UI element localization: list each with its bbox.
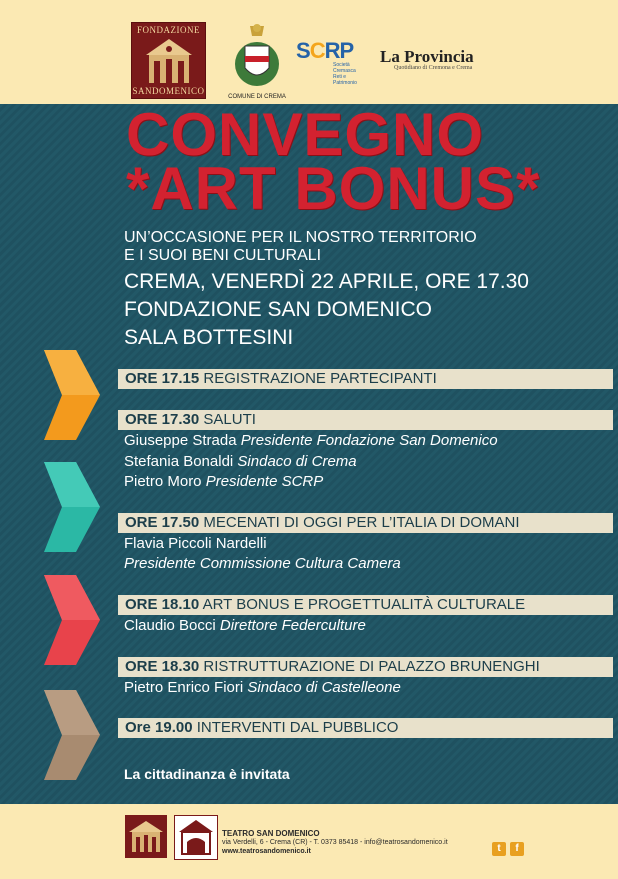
speaker-name: Giuseppe Strada: [124, 432, 237, 449]
speaker-line: [124, 452, 357, 472]
speaker-role: Presidente SCRP: [205, 473, 324, 490]
session-6-time: Ore 19.00: [125, 719, 193, 736]
speaker-line: [124, 616, 366, 636]
scrp-text: SCRP: [296, 38, 354, 63]
speaker-name: Pietro Moro: [124, 473, 202, 490]
speaker-role: [124, 554, 401, 574]
speaker-name: Stefania Bonaldi: [124, 453, 234, 470]
session-3-time: ORE 17.50: [125, 514, 200, 531]
speaker-role: Presidente Fondazione San Domenico: [240, 432, 498, 449]
when-line-3: SALA BOTTESINI: [124, 326, 294, 349]
session-5-time: ORE 18.30: [125, 658, 200, 675]
speaker-role-text: Presidente Commissione Cultura Camera: [124, 555, 401, 572]
arrow-teal-icon: [42, 462, 100, 552]
facebook-icon[interactable]: f: [510, 842, 524, 856]
speaker-name: Claudio Bocci: [124, 617, 216, 634]
session-1-label: REGISTRAZIONE PARTECIPANTI: [203, 370, 437, 387]
subtitle-line-2: E I SUOI BENI CULTURALI: [124, 247, 322, 264]
church-icon: [125, 815, 167, 858]
speaker-role: Direttore Federculture: [219, 617, 366, 634]
footer-name: TEATRO SAN DOMENICO: [222, 829, 320, 838]
when-line-2: FONDAZIONE SAN DOMENICO: [124, 298, 433, 321]
fondazione-logo: [131, 22, 206, 99]
la-provincia-sub: Quotidiano di Cremona e Crema: [394, 65, 473, 71]
comune-crema-logo: [228, 22, 286, 100]
page-title: [126, 101, 541, 222]
scrp-wordmark: [296, 38, 364, 64]
session-4-label: ART BONUS E PROGETTUALITÀ CULTURALE: [202, 596, 526, 613]
session-3: [125, 513, 520, 533]
footer-fondazione-logo: [125, 815, 167, 858]
session-4-time: ORE 18.10: [125, 596, 200, 613]
speaker-line: [124, 431, 498, 451]
session-2-time: ORE 17.30: [125, 411, 200, 428]
coat-of-arms-icon: [228, 22, 286, 90]
speaker-name: Flavia Piccoli Nardelli: [124, 535, 267, 552]
comune-label: COMUNE DI CREMA: [228, 94, 286, 100]
session-3-label: MECENATI DI OGGI PER L’ITALIA DI DOMANI: [203, 514, 520, 531]
la-provincia-name: La Provincia: [380, 47, 474, 66]
subtitle-line-1: UN’OCCASIONE PER IL NOSTRO TERRITORIO: [124, 229, 477, 246]
event-when: [124, 268, 529, 352]
twitter-icon[interactable]: t: [492, 842, 506, 856]
session-5: [125, 657, 540, 677]
speaker-role: Sindaco di Castelleone: [247, 679, 401, 696]
session-1: [125, 369, 437, 389]
title-line-2: *ART BONUS*: [126, 155, 541, 222]
scrp-logo: [296, 38, 364, 86]
session-5-label: RISTRUTTURAZIONE DI PALAZZO BRUNENGHI: [203, 658, 540, 675]
scrp-subtext: Società Cremasca Reti e Patrimonio: [333, 62, 357, 86]
subtitle: [124, 229, 477, 265]
session-6-label: INTERVENTI DAL PUBBLICO: [196, 719, 399, 736]
footer-text: [222, 829, 448, 856]
arrow-brown-icon: [42, 690, 100, 780]
speaker-line: [124, 472, 323, 492]
title-line-1: CONVEGNO: [126, 101, 485, 168]
invite-text: La cittadinanza è invitata: [124, 766, 290, 782]
session-2: [125, 410, 256, 430]
speaker-name: Pietro Enrico Fiori: [124, 679, 244, 696]
session-2-label: SALUTI: [203, 411, 256, 428]
speaker-role: Sindaco di Crema: [237, 453, 357, 470]
footer-address: via Verdelli, 6 - Crema (CR) - T. 0373 85418 - info@teatrosandomenico.it: [222, 839, 448, 846]
arrow-orange-icon: [42, 350, 100, 440]
when-line-1: CREMA, VENERDÌ 22 APRILE, ORE 17.30: [124, 270, 529, 293]
session-1-time: ORE 17.15: [125, 370, 200, 387]
church-icon: [144, 37, 194, 85]
session-4: [125, 595, 525, 615]
fondazione-logo-top: FONDAZIONE: [137, 25, 200, 35]
la-provincia-logo: [380, 47, 474, 71]
theatre-icon: [175, 816, 217, 859]
session-6: [125, 718, 398, 738]
arrow-red-icon: [42, 575, 100, 665]
footer-web[interactable]: www.teatrosandomenico.it: [222, 848, 311, 855]
fondazione-logo-bottom: SANDOMENICO: [132, 86, 205, 96]
footer-teatro-logo: [174, 815, 218, 860]
speaker-line: [124, 678, 401, 698]
